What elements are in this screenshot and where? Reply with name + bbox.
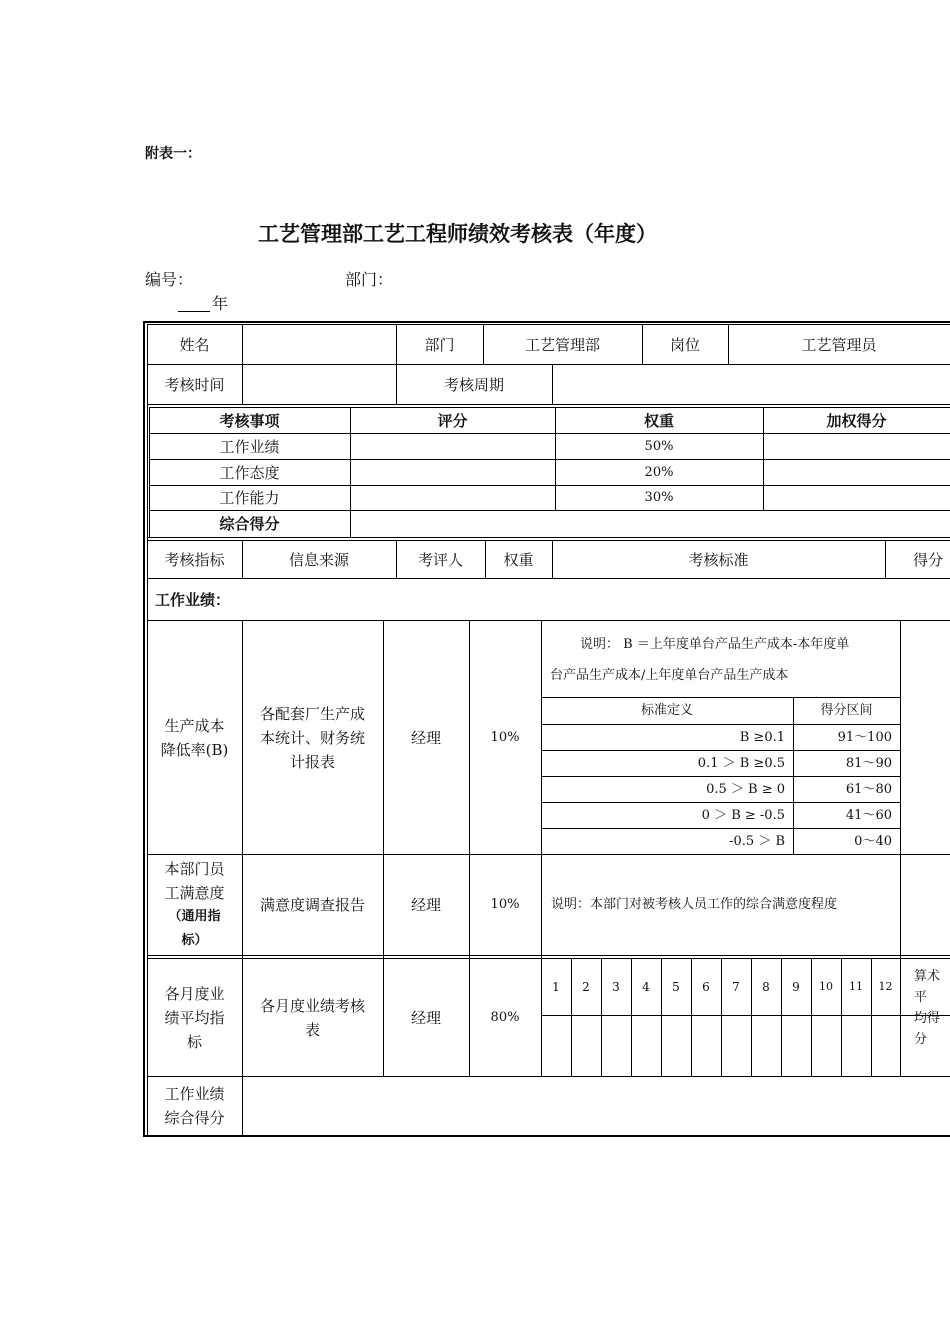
total-score-label: 综合得分 <box>219 515 280 533</box>
level-def: 0.5 ＞ B ≥ 0 <box>706 781 785 797</box>
col-weight: 权重 <box>643 411 674 430</box>
summary-weight: 20% <box>644 464 674 480</box>
std-def-header: 标准定义 <box>640 703 693 718</box>
cost-indicator: 生产成本 降低率(B) <box>160 716 229 759</box>
year-label: 年 <box>212 294 229 313</box>
dept-value: 工艺管理部 <box>524 335 600 354</box>
month-cell: 5 <box>672 980 680 994</box>
cost-note-line1: 说明： B ＝上年度单台产品生产成本-本年度单 <box>580 637 850 652</box>
period-label: 考核周期 <box>443 375 504 394</box>
month-cell: 11 <box>849 980 863 993</box>
month-cell: 7 <box>732 980 740 994</box>
level-def: 0.1 ＞ B ≥0.5 <box>697 755 785 771</box>
time-label: 考核时间 <box>164 375 225 394</box>
weight-header: 权重 <box>503 550 534 569</box>
standard-header: 考核标准 <box>688 550 749 569</box>
level-range: 91～100 <box>837 729 892 745</box>
month-cell: 2 <box>582 980 590 994</box>
post-label: 岗位 <box>669 335 700 354</box>
col-weighted: 加权得分 <box>826 411 887 430</box>
satisfaction-indicator: 本部门员 工满意度 （通用指 标） <box>164 860 225 948</box>
summary-item: 工作能力 <box>219 489 280 507</box>
summary-item: 工作业绩 <box>219 437 280 456</box>
source-header: 信息来源 <box>288 550 349 569</box>
avg-score-label: 算术平 均得分 <box>914 969 941 1047</box>
satisfaction-reviewer: 经理 <box>410 896 441 914</box>
post-value: 工艺管理员 <box>801 335 877 354</box>
level-range: 0～40 <box>854 833 892 849</box>
score-header: 得分 <box>913 550 944 569</box>
level-def: B ≥0.1 <box>739 729 785 745</box>
month-cell: 1 <box>552 980 560 994</box>
col-score: 评分 <box>437 411 468 430</box>
month-cell: 6 <box>702 980 710 994</box>
cost-note-line2: 台产品生产成本/上年度单台产品生产成本 <box>550 668 789 683</box>
month-cell: 9 <box>792 980 800 994</box>
month-cell: 10 <box>819 980 833 993</box>
name-label: 姓名 <box>179 335 210 354</box>
section-label: 工作业绩： <box>155 590 231 609</box>
cost-source: 各配套厂生产成 本统计、财务统 计报表 <box>259 704 365 771</box>
number-label: 编号： <box>145 270 194 289</box>
monthly-indicator: 各月度业 绩平均指 标 <box>164 984 225 1051</box>
appendix-label: 附表一： <box>145 146 201 162</box>
monthly-weight: 80% <box>490 1009 520 1025</box>
month-cell: 8 <box>762 980 770 994</box>
month-cell: 12 <box>878 980 893 993</box>
summary-weight: 50% <box>644 438 674 454</box>
cost-reviewer: 经理 <box>410 728 441 747</box>
level-range: 61～80 <box>845 781 892 797</box>
cost-weight: 10% <box>490 729 520 745</box>
satisfaction-note: 说明：本部门对被考核人员工作的综合满意度程度 <box>551 897 838 912</box>
level-def: 0 ＞ B ≥ -0.5 <box>701 807 785 823</box>
level-range: 81～90 <box>845 755 892 771</box>
performance-total-label: 工作业绩 综合得分 <box>164 1085 225 1127</box>
indicator-header: 考核指标 <box>164 550 225 569</box>
level-def: -0.5 ＞ B <box>729 833 785 849</box>
col-item: 考核事项 <box>219 411 280 430</box>
level-range: 41～60 <box>845 807 892 823</box>
satisfaction-source: 满意度调查报告 <box>259 896 365 914</box>
monthly-source: 各月度业绩考核 表 <box>259 996 365 1039</box>
page-title: 工艺管理部工艺工程师绩效考核表（年度） <box>258 222 657 246</box>
range-header: 得分区间 <box>820 703 873 718</box>
month-cell: 3 <box>612 980 620 994</box>
dept-meta-label: 部门： <box>345 270 394 289</box>
summary-item: 工作态度 <box>219 463 280 482</box>
month-cell: 4 <box>642 980 650 994</box>
dept-label: 部门 <box>424 335 455 354</box>
monthly-reviewer: 经理 <box>410 1008 441 1027</box>
satisfaction-weight: 10% <box>490 897 520 912</box>
year-underline <box>178 311 210 312</box>
reviewer-header: 考评人 <box>417 550 463 569</box>
summary-weight: 30% <box>644 490 674 505</box>
